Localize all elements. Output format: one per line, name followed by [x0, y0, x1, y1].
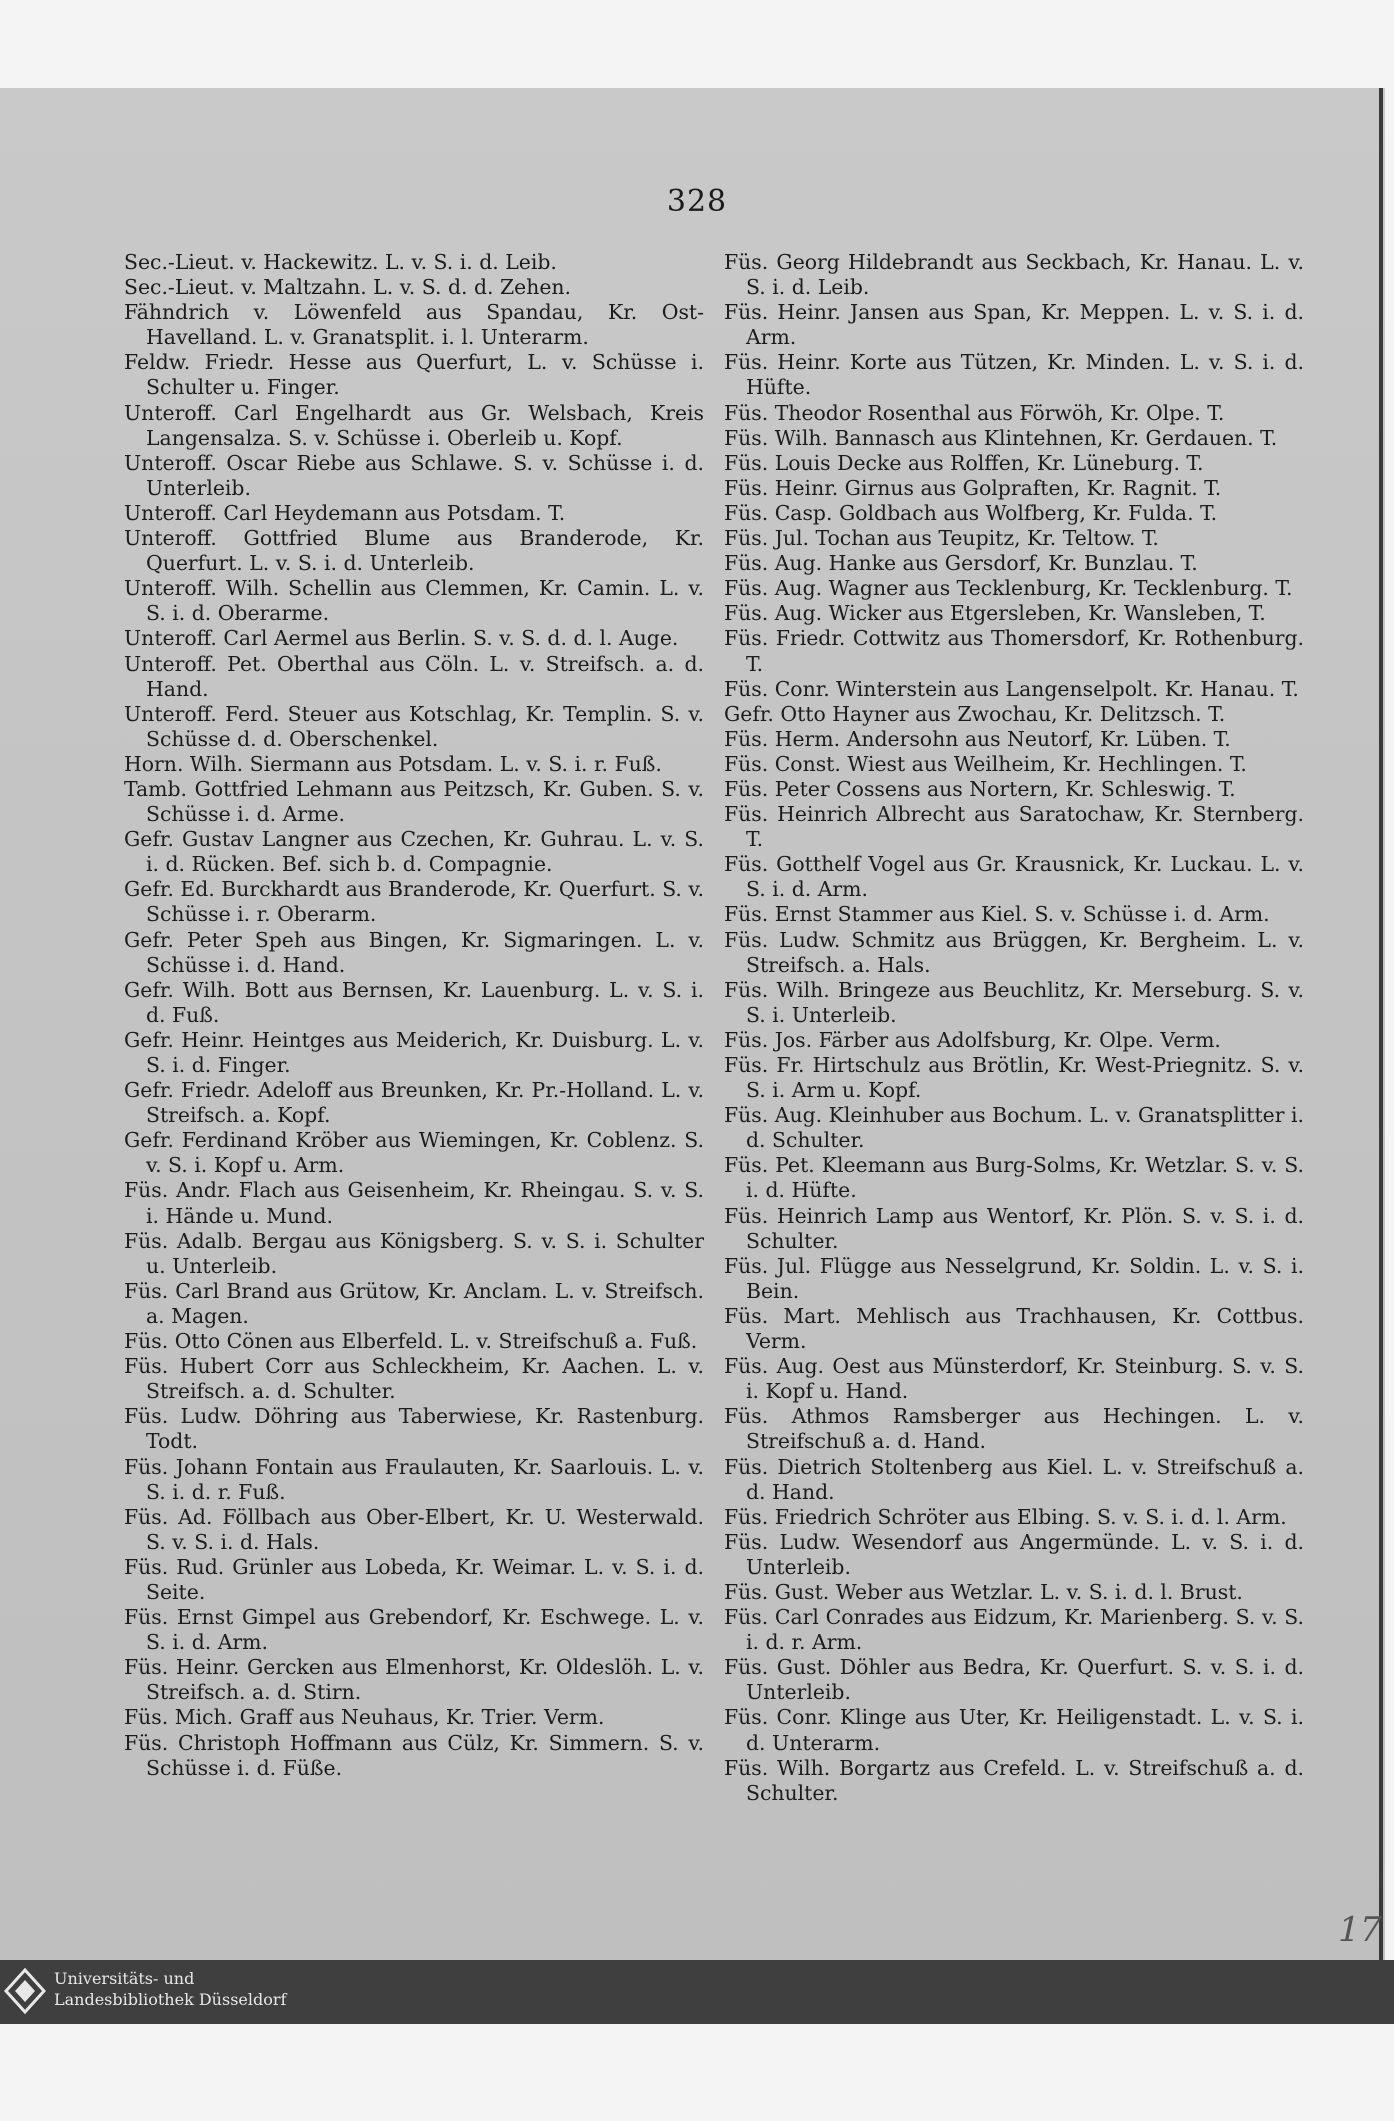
- casualty-entry: Füs. Wilh. Borgartz aus Crefeld. L. v. Streifschuß a. d. Schulter.: [724, 1755, 1304, 1805]
- casualty-entry: Füs. Ernst Gimpel aus Grebendorf, Kr. Eschwege. L. v. S. i. d. Arm.: [124, 1605, 704, 1655]
- casualty-entry: Füs. Friedr. Cottwitz aus Thomersdorf, Kr. Rothenburg. T.: [724, 626, 1304, 676]
- casualty-entry: Füs. Gust. Döhler aus Bedra, Kr. Querfurt. S. v. S. i. d. Unterleib.: [724, 1655, 1304, 1705]
- casualty-entry: Füs. Casp. Goldbach aus Wolfberg, Kr. Fulda. T.: [724, 500, 1218, 525]
- casualty-entry: Gefr. Wilh. Bott aus Bernsen, Kr. Lauenburg. L. v. S. i. d. Fuß.: [124, 977, 704, 1027]
- casualty-entry: Füs. Carl Brand aus Grütow, Kr. Anclam. L. v. Streifsch. a. Magen.: [124, 1278, 704, 1328]
- casualty-entry: Füs. Conr. Winterstein aus Langenselpolt. Kr. Hanau. T.: [724, 676, 1299, 701]
- casualty-entry: Gefr. Heinr. Heintges aus Meiderich, Kr. Duisburg. L. v. S. i. d. Finger.: [124, 1027, 704, 1077]
- casualty-entry: Feldw. Friedr. Hesse aus Querfurt, L. v. Schüsse i. Schulter u. Finger.: [124, 350, 704, 400]
- page-number: 328: [666, 184, 728, 219]
- casualty-entry: Unteroff. Carl Aermel aus Berlin. S. v. S. d. d. l. Auge.: [124, 626, 679, 651]
- page-edge: [1379, 88, 1383, 1960]
- casualty-entry: Unteroff. Carl Heydemann aus Potsdam. T.: [124, 500, 566, 525]
- library-logo-icon: [2, 1966, 48, 2016]
- casualty-entry: Unteroff. Carl Engelhardt aus Gr. Welsbach, Kreis Langensalza. S. v. Schüsse i. Oberleib u. Kopf.: [124, 400, 704, 450]
- casualty-entry: Füs. Aug. Oest aus Münsterdorf, Kr. Steinburg. S. v. S. i. Kopf u. Hand.: [724, 1354, 1304, 1404]
- casualty-entry: Fähndrich v. Löwenfeld aus Spandau, Kr. Ost-Havelland. L. v. Granatsplit. i. l. Unterarm.: [124, 300, 704, 350]
- casualty-entry: Sec.-Lieut. v. Hackewitz. L. v. S. i. d. Leib.: [124, 250, 557, 274]
- casualty-entry: Füs. Hubert Corr aus Schleckheim, Kr. Aachen. L. v. Streifsch. a. d. Schulter.: [124, 1354, 704, 1404]
- casualty-entry: Füs. Rud. Grünler aus Lobeda, Kr. Weimar. L. v. S. i. d. Seite.: [124, 1554, 704, 1604]
- handwritten-mark: 17: [1333, 1910, 1386, 1950]
- casualty-entry: Horn. Wilh. Siermann aus Potsdam. L. v. S. i. r. Fuß.: [124, 751, 662, 776]
- casualty-entry: Füs. Pet. Kleemann aus Burg-Solms, Kr. Wetzlar. S. v. S. i. d. Hüfte.: [724, 1153, 1304, 1203]
- casualty-entry: Füs. Aug. Wagner aus Tecklenburg, Kr. Tecklenburg. T.: [724, 576, 1293, 601]
- casualty-entry: Gefr. Ferdinand Kröber aus Wiemingen, Kr. Coblenz. S. v. S. i. Kopf u. Arm.: [124, 1128, 704, 1178]
- casualty-entry: Füs. Conr. Klinge aus Uter, Kr. Heiligenstadt. L. v. S. i. d. Unterarm.: [724, 1705, 1304, 1755]
- casualty-entry: Füs. Aug. Kleinhuber aus Bochum. L. v. Granatsplitter i. d. Schulter.: [724, 1103, 1304, 1153]
- footer-line-2: Landesbibliothek Düsseldorf: [54, 1990, 287, 2009]
- casualty-entry: Füs. Louis Decke aus Rolffen, Kr. Lüneburg. T.: [724, 450, 1204, 475]
- casualty-entry: Füs. Jul. Tochan aus Teupitz, Kr. Teltow. T.: [724, 526, 1159, 551]
- casualty-entry: Füs. Const. Wiest aus Weilheim, Kr. Hechlingen. T.: [724, 751, 1247, 776]
- casualty-entry: Füs. Heinrich Albrecht aus Saratochaw, Kr. Sternberg. T.: [724, 802, 1304, 852]
- casualty-entry: Füs. Gust. Weber aus Wetzlar. L. v. S. i. d. l. Brust.: [724, 1579, 1243, 1604]
- casualty-entry: Füs. Ludw. Schmitz aus Brüggen, Kr. Bergheim. L. v. Streifsch. a. Hals.: [724, 927, 1304, 977]
- casualty-entry: Füs. Peter Cossens aus Nortern, Kr. Schleswig. T.: [724, 776, 1236, 801]
- casualty-entry: Gefr. Otto Hayner aus Zwochau, Kr. Delitzsch. T.: [724, 701, 1226, 726]
- casualty-entry: Füs. Heinr. Girnus aus Golpraften, Kr. Ragnit. T.: [724, 475, 1222, 500]
- casualty-entry: Füs. Dietrich Stoltenberg aus Kiel. L. v. Streifschuß a. d. Hand.: [724, 1454, 1304, 1504]
- casualty-entry: Füs. Mart. Mehlisch aus Trachhausen, Kr. Cottbus. Verm.: [724, 1303, 1304, 1354]
- casualty-entry: Füs. Aug. Hanke aus Gersdorf, Kr. Bunzlau. T.: [724, 551, 1198, 576]
- left-column: [124, 250, 704, 1781]
- casualty-entry: Füs. Andr. Flach aus Geisenheim, Kr. Rheingau. S. v. S. i. Hände u. Mund.: [124, 1178, 704, 1228]
- casualty-entry: Füs. Christoph Hoffmann aus Cülz, Kr. Simmern. S. v. Schüsse i. d. Füße.: [124, 1730, 704, 1780]
- casualty-entry: Füs. Adalb. Bergau aus Königsberg. S. v. S. i. Schulter u. Unterleib.: [124, 1228, 704, 1278]
- casualty-entry: Füs. Herm. Andersohn aus Neutorf, Kr. Lüben. T.: [724, 726, 1231, 751]
- casualty-entry: Unteroff. Gottfried Blume aus Branderode, Kr. Querfurt. L. v. S. i. d. Unterleib.: [124, 526, 704, 576]
- casualty-entry: Füs. Ad. Föllbach aus Ober-Elbert, Kr. U. Westerwald. S. v. S. i. d. Hals.: [124, 1504, 704, 1554]
- casualty-entry: Gefr. Friedr. Adeloff aus Breunken, Kr. Pr.-Holland. L. v. Streifsch. a. Kopf.: [124, 1078, 704, 1128]
- library-footer: [0, 1960, 1394, 2024]
- casualty-entry: Unteroff. Ferd. Steuer aus Kotschlag, Kr. Templin. S. v. Schüsse d. d. Oberschenkel.: [124, 701, 704, 751]
- casualty-entry: Füs. Otto Cönen aus Elberfeld. L. v. Streifschuß a. Fuß.: [124, 1329, 698, 1354]
- right-column: [724, 250, 1304, 1806]
- casualty-entry: Füs. Heinr. Gercken aus Elmenhorst, Kr. Oldeslöh. L. v. Streifsch. a. d. Stirn.: [124, 1655, 704, 1705]
- footer-text: [54, 1968, 286, 2010]
- casualty-entry: Füs. Georg Hildebrandt aus Seckbach, Kr. Hanau. L. v. S. i. d. Leib.: [724, 250, 1304, 300]
- casualty-entry: Gefr. Peter Speh aus Bingen, Kr. Sigmaringen. L. v. Schüsse i. d. Hand.: [124, 927, 704, 977]
- casualty-entry: Füs. Ernst Stammer aus Kiel. S. v. Schüsse i. d. Arm.: [724, 902, 1270, 927]
- casualty-entry: Tamb. Gottfried Lehmann aus Peitzsch, Kr. Guben. S. v. Schüsse i. d. Arme.: [124, 776, 704, 827]
- casualty-entry: Füs. Carl Conrades aus Eidzum, Kr. Marienberg. S. v. S. i. d. r. Arm.: [724, 1605, 1304, 1655]
- casualty-entry: Füs. Fr. Hirtschulz aus Brötlin, Kr. West-Priegnitz. S. v. S. i. Arm u. Kopf.: [724, 1053, 1304, 1103]
- casualty-entry: Füs. Theodor Rosenthal aus Förwöh, Kr. Olpe. T.: [724, 400, 1225, 425]
- casualty-entry: Sec.-Lieut. v. Maltzahn. L. v. S. d. d. Zehen.: [124, 275, 572, 300]
- casualty-entry: Füs. Gotthelf Vogel aus Gr. Krausnick, Kr. Luckau. L. v. S. i. d. Arm.: [724, 852, 1304, 902]
- casualty-entry: Unteroff. Pet. Oberthal aus Cöln. L. v. Streifsch. a. d. Hand.: [124, 651, 704, 701]
- casualty-entry: Füs. Wilh. Bringeze aus Beuchlitz, Kr. Merseburg. S. v. S. i. Unterleib.: [724, 977, 1304, 1027]
- casualty-entry: Füs. Wilh. Bannasch aus Klintehnen, Kr. Gerdauen. T.: [724, 425, 1278, 450]
- casualty-entry: Füs. Heinr. Korte aus Tützen, Kr. Minden. L. v. S. i. d. Hüfte.: [724, 350, 1304, 400]
- casualty-entry: Füs. Ludw. Döhring aus Taberwiese, Kr. Rastenburg. Todt.: [124, 1404, 704, 1454]
- casualty-entry: Füs. Heinrich Lamp aus Wentorf, Kr. Plön. S. v. S. i. d. Schulter.: [724, 1203, 1304, 1253]
- casualty-entry: Gefr. Ed. Burckhardt aus Branderode, Kr. Querfurt. S. v. Schüsse i. r. Oberarm.: [124, 877, 704, 927]
- casualty-entry: Füs. Jul. Flügge aus Nesselgrund, Kr. Soldin. L. v. S. i. Bein.: [724, 1253, 1304, 1303]
- casualty-entry: Füs. Heinr. Jansen aus Span, Kr. Meppen. L. v. S. i. d. Arm.: [724, 300, 1304, 350]
- casualty-entry: Füs. Mich. Graff aus Neuhaus, Kr. Trier. Verm.: [124, 1705, 605, 1730]
- casualty-entry: Füs. Ludw. Wesendorf aus Angermünde. L. v. S. i. d. Unterleib.: [724, 1529, 1304, 1579]
- footer-line-1: Universitäts- und: [54, 1969, 195, 1988]
- casualty-entry: Füs. Aug. Wicker aus Etgersleben, Kr. Wansleben, T.: [724, 601, 1266, 626]
- casualty-entry: Unteroff. Wilh. Schellin aus Clemmen, Kr. Camin. L. v. S. i. d. Oberarme.: [124, 576, 704, 626]
- casualty-entry: Füs. Athmos Ramsberger aus Hechingen. L. v. Streifschuß a. d. Hand.: [724, 1404, 1304, 1454]
- casualty-entry: Füs. Johann Fontain aus Fraulauten, Kr. Saarlouis. L. v. S. i. d. r. Fuß.: [124, 1454, 704, 1504]
- casualty-entry: Füs. Jos. Färber aus Adolfsburg, Kr. Olpe. Verm.: [724, 1027, 1221, 1052]
- casualty-entry: Füs. Friedrich Schröter aus Elbing. S. v. S. i. d. l. Arm.: [724, 1504, 1287, 1529]
- casualty-entry: Gefr. Gustav Langner aus Czechen, Kr. Guhrau. L. v. S. i. d. Rücken. Bef. sich b. d. Compagnie.: [124, 827, 704, 877]
- casualty-entry: Unteroff. Oscar Riebe aus Schlawe. S. v. Schüsse i. d. Unterleib.: [124, 450, 704, 500]
